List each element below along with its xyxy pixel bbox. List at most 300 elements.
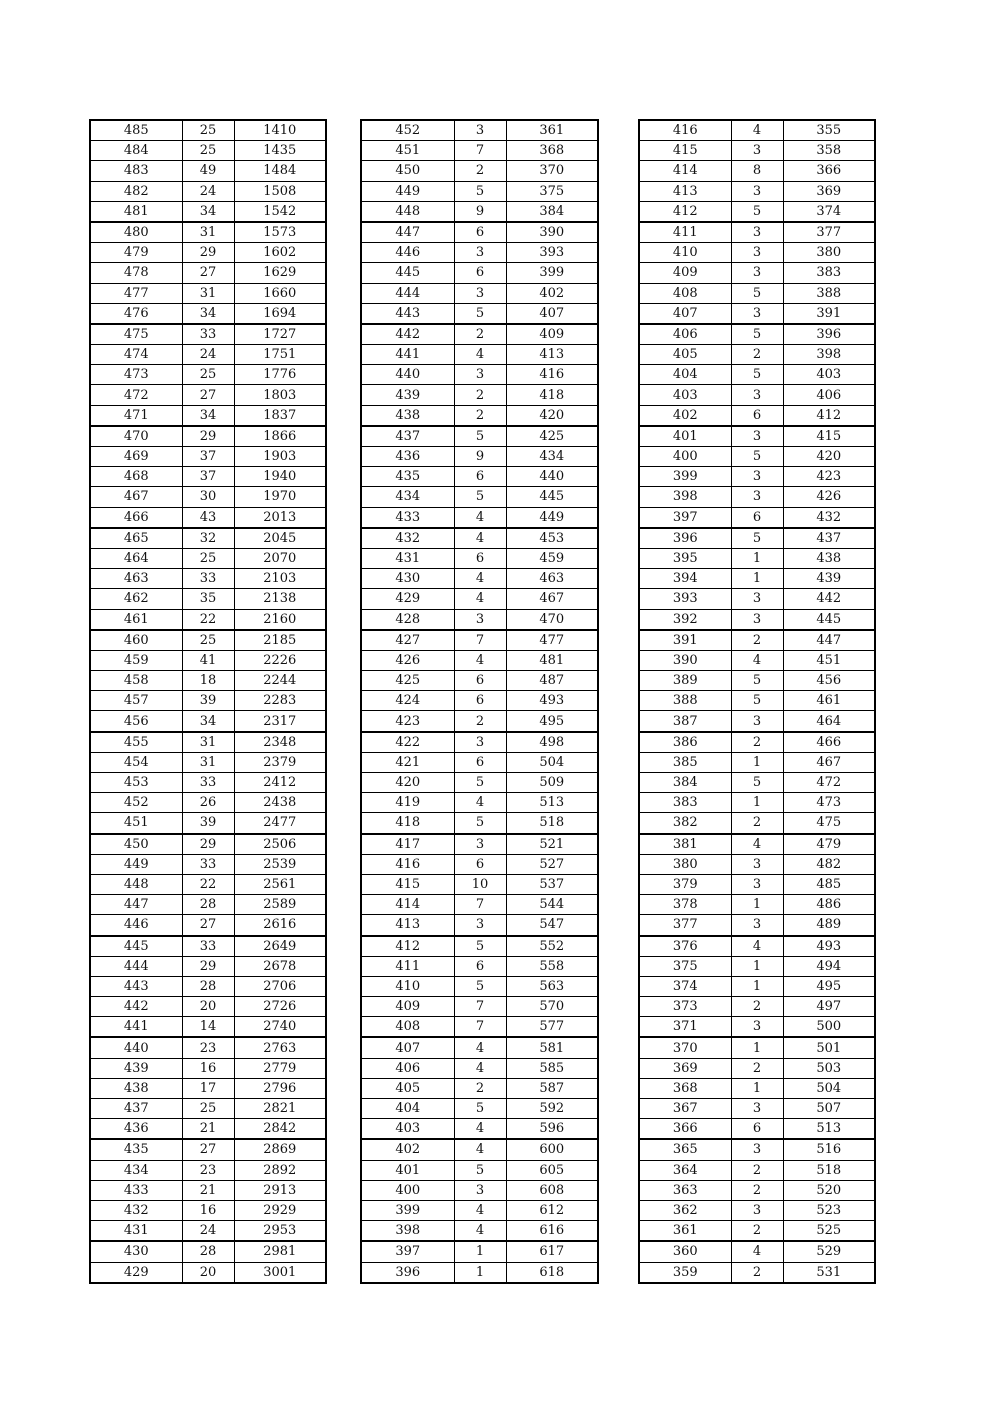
count-cell: 34 [182,201,234,222]
score-cell: 409 [361,997,454,1017]
table-row [361,324,598,345]
score-cell: 432 [361,528,454,549]
count-cell: 3 [731,609,783,630]
cumulative-cell: 2740 [234,1017,326,1038]
cumulative-cell: 617 [506,1241,598,1262]
score-cell: 440 [361,365,454,385]
table-row [90,324,326,345]
cumulative-cell: 481 [506,650,598,670]
table-row [361,181,598,201]
cumulative-cell: 520 [783,1180,875,1200]
cumulative-cell: 529 [783,1241,875,1262]
count-cell: 7 [454,141,506,161]
table-row [90,854,326,874]
table-row [90,569,326,589]
score-cell: 388 [639,691,731,711]
count-cell: 24 [182,181,234,201]
count-cell: 2 [454,324,506,345]
table-row [90,1221,326,1242]
score-cell: 408 [639,283,731,303]
count-cell: 6 [454,467,506,487]
score-cell: 416 [639,120,731,141]
cumulative-cell: 513 [783,1119,875,1140]
cumulative-cell: 1410 [234,120,326,141]
count-cell: 3 [731,589,783,609]
table-row [361,528,598,549]
table-row [361,711,598,732]
cumulative-cell: 380 [783,243,875,263]
table-row [639,1139,875,1160]
cumulative-cell: 516 [783,1139,875,1160]
cumulative-cell: 587 [506,1078,598,1098]
cumulative-cell: 473 [783,793,875,813]
count-cell: 3 [454,1180,506,1200]
score-cell: 439 [361,385,454,405]
count-cell: 6 [731,405,783,426]
table-row [639,1262,875,1283]
score-cell: 392 [639,609,731,630]
cumulative-cell: 507 [783,1099,875,1119]
score-cell: 404 [639,365,731,385]
count-cell: 41 [182,650,234,670]
count-cell: 4 [454,528,506,549]
count-cell: 2 [731,630,783,651]
table-row [90,447,326,467]
cumulative-cell: 493 [783,936,875,957]
cumulative-cell: 2185 [234,630,326,651]
table-row [90,141,326,161]
cumulative-cell: 2226 [234,650,326,670]
count-cell: 6 [454,854,506,874]
cumulative-cell: 1484 [234,161,326,181]
cumulative-cell: 2103 [234,569,326,589]
cumulative-cell: 1694 [234,303,326,324]
score-table-middle [360,119,599,1284]
count-cell: 28 [182,1241,234,1262]
cumulative-cell: 463 [506,569,598,589]
count-cell: 1 [454,1241,506,1262]
score-cell: 484 [90,141,182,161]
count-cell: 20 [182,997,234,1017]
cumulative-cell: 489 [783,915,875,936]
cumulative-cell: 497 [783,997,875,1017]
table-row [639,141,875,161]
score-cell: 450 [90,834,182,855]
table-row [361,161,598,181]
count-cell: 7 [454,997,506,1017]
count-cell: 1 [731,793,783,813]
table-row [90,671,326,691]
count-cell: 25 [182,365,234,385]
score-cell: 455 [90,732,182,753]
table-row [639,161,875,181]
count-cell: 1 [731,956,783,976]
cumulative-cell: 501 [783,1037,875,1058]
table-row [639,1099,875,1119]
table-row [361,691,598,711]
count-cell: 4 [454,569,506,589]
table-row [639,691,875,711]
table-row [90,365,326,385]
cumulative-cell: 2616 [234,915,326,936]
score-cell: 422 [361,732,454,753]
count-cell: 5 [454,426,506,447]
table-row [90,1037,326,1058]
table-row [639,447,875,467]
count-cell: 3 [731,487,783,507]
table-row [361,1241,598,1262]
score-cell: 478 [90,263,182,283]
score-cell: 403 [639,385,731,405]
count-cell: 2 [454,1078,506,1098]
cumulative-cell: 355 [783,120,875,141]
count-cell: 2 [454,385,506,405]
cumulative-cell: 416 [506,365,598,385]
cumulative-cell: 467 [506,589,598,609]
count-cell: 5 [731,201,783,222]
cumulative-cell: 383 [783,263,875,283]
count-cell: 9 [454,447,506,467]
score-cell: 413 [639,181,731,201]
score-cell: 457 [90,691,182,711]
count-cell: 4 [731,1241,783,1262]
count-cell: 5 [731,324,783,345]
score-cell: 437 [90,1099,182,1119]
cumulative-cell: 2821 [234,1099,326,1119]
cumulative-cell: 375 [506,181,598,201]
score-cell: 435 [90,1139,182,1160]
cumulative-cell: 618 [506,1262,598,1283]
table-row [639,1221,875,1242]
count-cell: 2 [731,345,783,365]
score-cell: 408 [361,1017,454,1038]
cumulative-cell: 585 [506,1058,598,1078]
table-row [361,120,598,141]
cumulative-cell: 1573 [234,222,326,243]
cumulative-cell: 498 [506,732,598,753]
count-cell: 1 [454,1262,506,1283]
count-cell: 25 [182,548,234,568]
count-cell: 5 [454,181,506,201]
table-row [361,773,598,793]
score-cell: 414 [361,895,454,915]
cumulative-cell: 2953 [234,1221,326,1242]
score-cell: 431 [90,1221,182,1242]
count-cell: 4 [454,589,506,609]
cumulative-cell: 437 [783,528,875,549]
count-cell: 3 [731,181,783,201]
table-row [361,365,598,385]
table-row [361,467,598,487]
cumulative-cell: 358 [783,141,875,161]
score-cell: 430 [361,569,454,589]
table-row [639,1037,875,1058]
table-row [361,813,598,834]
cumulative-cell: 1751 [234,345,326,365]
score-cell: 401 [639,426,731,447]
cumulative-cell: 449 [506,507,598,528]
cumulative-cell: 544 [506,895,598,915]
score-cell: 453 [90,773,182,793]
count-cell: 43 [182,507,234,528]
cumulative-cell: 563 [506,976,598,996]
score-cell: 382 [639,813,731,834]
cumulative-cell: 403 [783,365,875,385]
count-cell: 34 [182,303,234,324]
count-cell: 4 [731,936,783,957]
count-cell: 6 [454,548,506,568]
table-row [90,487,326,507]
score-cell: 448 [90,874,182,894]
score-cell: 436 [90,1119,182,1140]
table-row [90,956,326,976]
count-cell: 31 [182,222,234,243]
cumulative-cell: 445 [506,487,598,507]
table-row [639,936,875,957]
score-cell: 404 [361,1099,454,1119]
count-cell: 3 [731,1200,783,1220]
cumulative-cell: 393 [506,243,598,263]
cumulative-cell: 521 [506,834,598,855]
table-row [90,915,326,936]
score-cell: 485 [90,120,182,141]
score-cell: 411 [361,956,454,976]
count-cell: 5 [454,303,506,324]
count-cell: 4 [454,1037,506,1058]
count-cell: 4 [454,345,506,365]
table-row [361,426,598,447]
table-row [361,1221,598,1242]
table-row [90,426,326,447]
score-cell: 466 [90,507,182,528]
count-cell: 35 [182,589,234,609]
count-cell: 6 [731,507,783,528]
table-row [361,854,598,874]
table-row [361,630,598,651]
score-cell: 442 [90,997,182,1017]
score-cell: 458 [90,671,182,691]
score-cell: 377 [639,915,731,936]
cumulative-cell: 494 [783,956,875,976]
score-cell: 363 [639,1180,731,1200]
count-cell: 3 [731,467,783,487]
cumulative-cell: 391 [783,303,875,324]
cumulative-cell: 415 [783,426,875,447]
count-cell: 5 [454,773,506,793]
table-row [639,1180,875,1200]
table-row [639,1119,875,1140]
score-cell: 387 [639,711,731,732]
cumulative-cell: 398 [783,345,875,365]
table-row [639,1200,875,1220]
cumulative-cell: 413 [506,345,598,365]
count-cell: 24 [182,1221,234,1242]
score-cell: 365 [639,1139,731,1160]
cumulative-cell: 434 [506,447,598,467]
cumulative-cell: 384 [506,201,598,222]
count-cell: 29 [182,834,234,855]
table-row [361,405,598,426]
table-row [639,487,875,507]
table-row [639,671,875,691]
count-cell: 49 [182,161,234,181]
score-table-left [89,119,327,1284]
table-row [639,569,875,589]
score-cell: 364 [639,1160,731,1180]
table-row [90,1160,326,1180]
cumulative-cell: 2892 [234,1160,326,1180]
count-cell: 24 [182,345,234,365]
score-cell: 450 [361,161,454,181]
table-row [90,528,326,549]
cumulative-cell: 445 [783,609,875,630]
cumulative-cell: 453 [506,528,598,549]
score-cell: 367 [639,1099,731,1119]
table-row [639,793,875,813]
score-cell: 418 [361,813,454,834]
cumulative-cell: 440 [506,467,598,487]
table-row [639,548,875,568]
cumulative-cell: 527 [506,854,598,874]
score-cell: 379 [639,874,731,894]
table-row [90,691,326,711]
count-cell: 5 [731,365,783,385]
score-cell: 448 [361,201,454,222]
table-row [361,1017,598,1038]
score-cell: 427 [361,630,454,651]
table-row [361,447,598,467]
cumulative-cell: 500 [783,1017,875,1038]
table-row [90,793,326,813]
score-cell: 407 [361,1037,454,1058]
table-row [361,1078,598,1098]
cumulative-cell: 2929 [234,1200,326,1220]
score-cell: 366 [639,1119,731,1140]
count-cell: 27 [182,263,234,283]
score-cell: 402 [639,405,731,426]
cumulative-cell: 504 [783,1078,875,1098]
cumulative-cell: 1542 [234,201,326,222]
score-cell: 359 [639,1262,731,1283]
score-cell: 479 [90,243,182,263]
cumulative-cell: 2763 [234,1037,326,1058]
count-cell: 5 [454,936,506,957]
table-row [639,324,875,345]
count-cell: 9 [454,201,506,222]
count-cell: 3 [454,120,506,141]
cumulative-cell: 495 [783,976,875,996]
count-cell: 1 [731,1078,783,1098]
table-row [90,834,326,855]
score-cell: 472 [90,385,182,405]
count-cell: 4 [731,120,783,141]
cumulative-cell: 495 [506,711,598,732]
count-cell: 2 [731,1058,783,1078]
cumulative-cell: 418 [506,385,598,405]
cumulative-cell: 2506 [234,834,326,855]
count-cell: 14 [182,1017,234,1038]
cumulative-cell: 547 [506,915,598,936]
cumulative-cell: 420 [506,405,598,426]
cumulative-cell: 370 [506,161,598,181]
table-row [639,405,875,426]
table-row [639,303,875,324]
cumulative-cell: 518 [506,813,598,834]
table-row [90,1200,326,1220]
cumulative-cell: 504 [506,752,598,772]
table-row [639,650,875,670]
count-cell: 39 [182,813,234,834]
score-cell: 425 [361,671,454,691]
table-row [361,956,598,976]
table-row [361,1262,598,1283]
score-cell: 442 [361,324,454,345]
cumulative-cell: 470 [506,609,598,630]
cumulative-cell: 1602 [234,243,326,263]
table-row [90,773,326,793]
count-cell: 22 [182,609,234,630]
cumulative-cell: 503 [783,1058,875,1078]
cumulative-cell: 399 [506,263,598,283]
count-cell: 3 [731,263,783,283]
score-cell: 451 [361,141,454,161]
count-cell: 30 [182,487,234,507]
score-cell: 452 [90,793,182,813]
table-row [90,630,326,651]
count-cell: 33 [182,569,234,589]
score-cell: 440 [90,1037,182,1058]
cumulative-cell: 447 [783,630,875,651]
table-row [361,650,598,670]
score-cell: 445 [90,936,182,957]
score-cell: 467 [90,487,182,507]
table-row [90,467,326,487]
table-row [361,243,598,263]
count-cell: 16 [182,1058,234,1078]
cumulative-cell: 466 [783,732,875,753]
cumulative-cell: 2706 [234,976,326,996]
cumulative-cell: 461 [783,691,875,711]
cumulative-cell: 438 [783,548,875,568]
cumulative-cell: 369 [783,181,875,201]
cumulative-cell: 467 [783,752,875,772]
table-row [639,345,875,365]
cumulative-cell: 518 [783,1160,875,1180]
cumulative-cell: 1727 [234,324,326,345]
count-cell: 34 [182,711,234,732]
score-cell: 454 [90,752,182,772]
table-row [90,1180,326,1200]
table-row [639,1078,875,1098]
score-cell: 412 [639,201,731,222]
table-row [90,1139,326,1160]
count-cell: 20 [182,1262,234,1283]
cumulative-cell: 486 [783,895,875,915]
score-cell: 445 [361,263,454,283]
count-cell: 3 [454,365,506,385]
count-cell: 1 [731,1037,783,1058]
count-cell: 7 [454,630,506,651]
cumulative-cell: 2013 [234,507,326,528]
count-cell: 25 [182,120,234,141]
count-cell: 3 [454,915,506,936]
table-row [639,834,875,855]
score-cell: 441 [361,345,454,365]
table-row [639,1017,875,1038]
table-row [639,222,875,243]
table-row [90,1058,326,1078]
cumulative-cell: 523 [783,1200,875,1220]
